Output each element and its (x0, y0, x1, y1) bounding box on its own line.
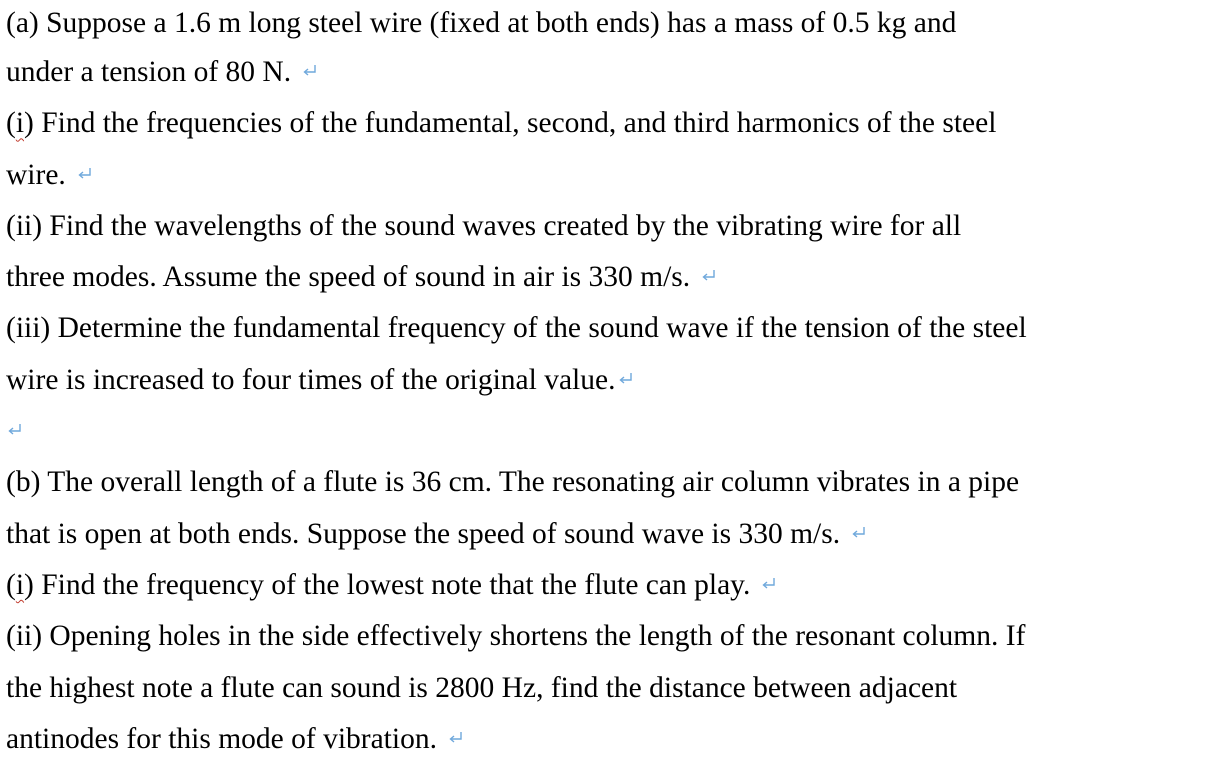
text-line (6, 457, 1206, 508)
text-line (6, 560, 1206, 611)
text-line (6, 150, 1206, 201)
text-line (6, 0, 1206, 47)
line-text: (b) The overall length of a flute is 36 cm. The resonating air column vibrates in a pipe (6, 466, 1020, 499)
line-text: that is open at both ends. Suppose the speed of sound wave is 330 m/s. (6, 517, 841, 550)
text-line (6, 201, 1206, 252)
return-arrow-icon (301, 62, 319, 80)
line-text: (ii) Find the wavelengths of the sound waves created by the vibrating wire for all (6, 209, 962, 242)
text-line (6, 611, 1206, 662)
line-text: under a tension of 80 N. (6, 56, 292, 88)
return-arrow-icon (850, 524, 868, 542)
return-arrow-icon (760, 575, 778, 593)
line-text: wire. (6, 158, 66, 191)
text-line (6, 252, 1206, 303)
text-line (6, 47, 1206, 98)
line-text: (ii) Opening holes in the side effectively shortens the length of the resonant column. If (6, 620, 1026, 653)
line-text: the highest note a flute can sound is 2800 Hz, find the distance between adjacent (6, 671, 958, 704)
text-line (6, 98, 1206, 149)
empty-paragraph (6, 406, 1206, 457)
spell-check-word[interactable]: i (15, 568, 25, 601)
line-text: (iii) Determine the fundamental frequency of the sound wave if the tension of the steel (6, 312, 1027, 345)
text-line (6, 355, 1206, 406)
return-arrow-icon (76, 165, 94, 183)
spell-check-word[interactable]: i (15, 107, 25, 140)
document-page[interactable] (6, 0, 1206, 765)
line-text: three modes. Assume the speed of sound in air is 330 m/s. (6, 261, 691, 294)
return-arrow-icon (700, 267, 718, 285)
line-prefix: ( (6, 107, 16, 140)
text-line (6, 663, 1206, 714)
line-text: ) Find the frequencies of the fundamental, second, and third harmonics of the steel (24, 107, 997, 140)
line-text: antinodes for this mode of vibration. (6, 722, 437, 755)
line-prefix: ( (6, 568, 16, 601)
text-line (6, 509, 1206, 560)
return-arrow-icon (6, 421, 24, 439)
line-text: (a) Suppose a 1.6 m long steel wire (fixed at both ends) has a mass of 0.5 kg and (6, 7, 957, 39)
text-line (6, 714, 1206, 765)
line-text: wire is increased to four times of the original value. (6, 363, 616, 396)
text-line (6, 303, 1206, 354)
return-arrow-icon (447, 729, 465, 747)
return-arrow-icon (617, 370, 635, 388)
line-text: ) Find the frequency of the lowest note that the flute can play. (24, 568, 751, 601)
